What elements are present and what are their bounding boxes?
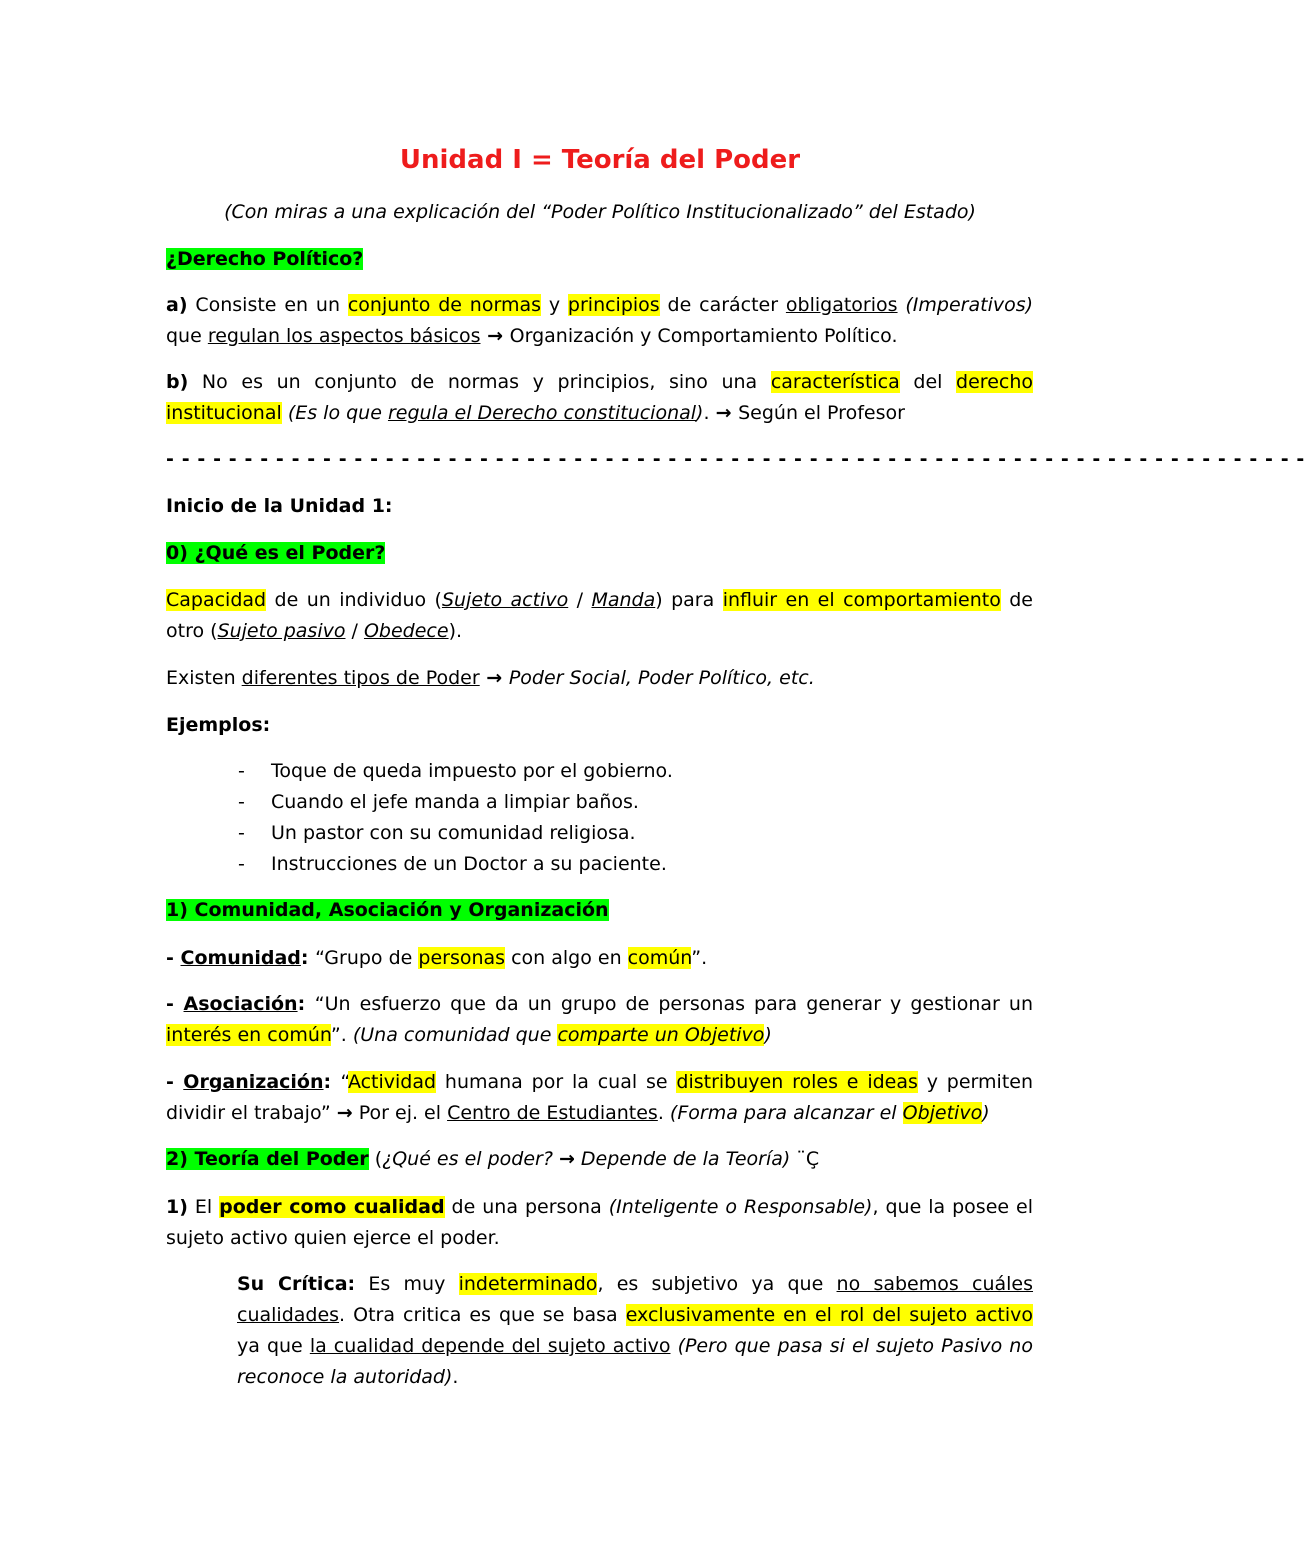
paragraph-critica: Su Crítica: Es muy indeterminado, es subjetivo ya que no sabemos cuáles cualidades. Otra critica es que se basa exclusivamente en el rol del sujeto activo ya que la cualidad depende del sujeto activo (Pero que pasa si el sujeto Pasivo no reconoce la autoridad). — [237, 1273, 1034, 1388]
paragraph-definicion-poder: Capacidad de un individuo (Sujeto activo / Manda) para influir en el comportamiento de otro (Sujeto pasivo / Obedece). — [166, 589, 1033, 642]
arrow-icon: → — [336, 1102, 353, 1124]
paragraph-organizacion: - Organización: “Actividad humana por la cual se distribuyen roles e ideas y permiten dividir el trabajo” → Por ej. el Centro de Estudiantes. (Forma para alcanzar el Objetivo) — [166, 1071, 1034, 1124]
paragraph-asociacion: - Asociación: “Un esfuerzo que da un grupo de personas para generar y gestionar un interés en común”. (Una comunidad que comparte un Objetivo) — [166, 993, 1033, 1046]
separator-line: - - - - - - - - - - - - - - - - - - - - - - - - - - - - - - - - - - - - - - - - - - - - - - - - - - - - - - - - - - - - - - - - - - - - - - - - - — [166, 448, 1305, 470]
heading-ejemplos: Ejemplos: — [166, 714, 271, 736]
heading-derecho-politico: ¿Derecho Político? — [166, 248, 364, 270]
paragraph-comunidad: - Comunidad: “Grupo de personas con algo en común”. — [166, 947, 708, 969]
document-page: Unidad I = Teoría del Poder (Con miras a una explicación del “Poder Político Institucionalizado” del Estado) ¿Derecho Político? a) Consiste en un conjunto de normas y principios de carácter obligatorios (Imperativos) que regulan los aspectos básicos → Organización y Comportamiento Político. b) No es un conjunto de normas y principios, sino una característica del derecho institucional (Es lo que regula el Derecho constitucional). → Según el Profesor - - - - - - - - - - - - - - - - - - - - - - - - - - - - - - - - - - - - - - - - - - - - - - - - - - - - - - - - - - - - - - - - - - - - - - - - - Inicio de la Unidad 1: 0) ¿Qué es el Poder? Capacidad de un individuo (Sujeto activo / Manda) para influir en el comportamiento de otro (Sujeto pasivo / Obedece). Existen diferentes tipos de Poder → Poder Social, Poder Político, etc. Ejemplos: - Toque de queda impuesto por el gobierno. - Cuando el jefe manda a limpiar baños. - Un pastor con su comunidad religiosa. - Instrucciones de un Doctor a su paciente. 1) Comunidad, Asociación y Organización - Comunidad: “Grupo de personas con algo en común”. - Asociación: “Un esfuerzo que da un grupo de personas para generar y gestionar un interés en común”. (Una comunidad que comparte un Objetivo) - Organización: “Actividad humana por la cual se distribuyen roles e ideas y permiten dividir el trabajo” → Por ej. el Centro de Estudiantes. (Forma para alcanzar el Objetivo) 2) Teoría del Poder (¿Qué es el poder? → Depende de la Teoría) ¨Ç 1) El poder como cualidad de una persona (Inteligente o Responsable), que la posee el sujeto activo quien ejerce el poder. Su Crítica: Es muy indeterminado, es subjetivo ya que no sabemos cuáles cualidades. Otra critica es que se basa exclusivamente en el rol del sujeto activo ya que la cualidad depende del sujeto activo (Pero que pasa si el sujeto Pasivo no reconoce la autoridad). — [0, 0, 1200, 1553]
paragraph-tipos-poder: Existen diferentes tipos de Poder → Poder Social, Poder Político, etc. — [166, 667, 815, 689]
paragraph-poder-cualidad: 1) El poder como cualidad de una persona (Inteligente o Responsable), que la posee el sujeto activo quien ejerce el poder. — [166, 1196, 1034, 1249]
paragraph-b: b) No es un conjunto de normas y principios, sino una característica del derecho institucional (Es lo que regula el Derecho constitucional). → Según el Profesor — [166, 371, 1033, 424]
arrow-icon: → — [715, 402, 739, 424]
paragraph-a: a) Consiste en un conjunto de normas y principios de carácter obligatorios (Imperativos) que regulan los aspectos básicos → Organización y Comportamiento Político. — [166, 294, 1034, 347]
heading-inicio: Inicio de la Unidad 1: — [166, 495, 393, 517]
arrow-icon: → — [479, 667, 509, 689]
heading-teoria-poder: 2) Teoría del Poder (¿Qué es el poder? → Depende de la Teoría) ¨Ç — [166, 1148, 820, 1170]
arrow-icon: → — [558, 1148, 575, 1170]
page-title: Unidad I = Teoría del Poder — [399, 145, 801, 175]
arrow-icon: → — [480, 325, 510, 347]
heading-que-es-poder: 0) ¿Qué es el Poder? — [166, 542, 386, 564]
heading-comunidad-asociacion: 1) Comunidad, Asociación y Organización — [166, 899, 609, 921]
page-subtitle: (Con miras a una explicación del “Poder Político Institucionalizado” del Estado) — [224, 201, 976, 223]
